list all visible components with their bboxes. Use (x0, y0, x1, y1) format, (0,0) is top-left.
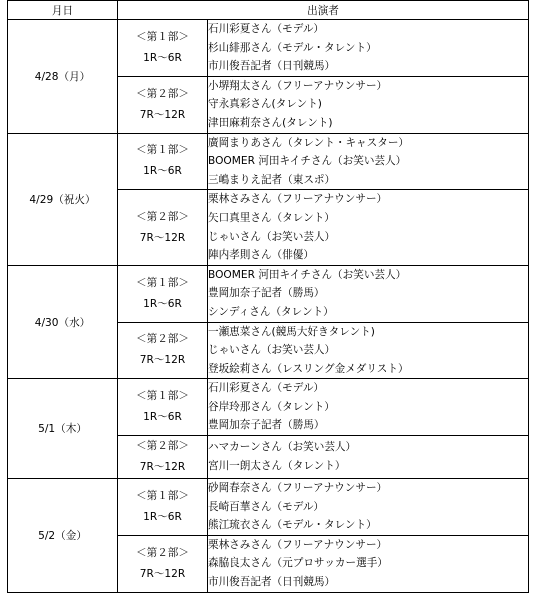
cast-member: 三嶋まりえ記者（東スポ） (208, 173, 336, 186)
cast-member: 宮川一朗太さん（タレント） (208, 460, 346, 473)
part-cell (118, 379, 208, 436)
header-cast: 出演者 (118, 1, 529, 20)
part-label: ＜第２部＞ (136, 210, 189, 223)
cast-cell (208, 265, 529, 322)
cast-member: 砂岡春奈さん（フリーアナウンサー） (208, 482, 388, 495)
part-label: ＜第１部＞ (136, 30, 189, 43)
cast-cell (208, 479, 529, 536)
cast-member: 市川俊吾記者（日刊競馬） (208, 60, 336, 73)
cast-member: 登坂絵莉さん（レスリング金メダリスト） (208, 362, 409, 375)
header-date: 月日 (8, 1, 118, 20)
part-cell (118, 535, 208, 592)
table-row (8, 379, 529, 436)
part-cell (118, 20, 208, 77)
cast-member: BOOMER 河田キイチさん（お笑い芸人） (208, 268, 407, 281)
cast-member: じゃいさん（お笑い芸人） (208, 344, 336, 357)
cast-member: 杉山緋那さん（モデル・タレント） (208, 41, 377, 54)
race-range: 7R～12R (139, 567, 186, 580)
part-label: ＜第２部＞ (136, 440, 189, 453)
race-range: 7R～12R (139, 461, 186, 474)
date-cell: 4/28（月） (8, 20, 118, 134)
cast-cell (208, 322, 529, 379)
cast-member: シンディさん（タレント） (208, 305, 334, 318)
part-label: ＜第２部＞ (136, 546, 189, 559)
cast-cell (208, 379, 529, 436)
cast-cell (208, 133, 529, 190)
cast-member: 一瀬恵菜さん(競馬大好きタレント) (208, 325, 375, 338)
date-cell: 4/29（祝火） (8, 133, 118, 265)
race-range: 1R～6R (143, 297, 182, 310)
date-cell: 4/30（水） (8, 265, 118, 379)
race-range: 7R～12R (139, 108, 186, 121)
cast-member: 廣岡まりあさん（タレント・キャスター） (208, 136, 410, 149)
cast-member: じゃいさん（お笑い芸人） (208, 230, 336, 243)
part-cell (118, 479, 208, 536)
part-cell (118, 436, 208, 479)
race-range: 1R～6R (143, 51, 182, 64)
part-cell (118, 322, 208, 379)
date-cell: 5/2（金） (8, 479, 118, 593)
part-label: ＜第２部＞ (136, 333, 189, 346)
cast-cell (208, 20, 529, 77)
cast-member: 矢口真里さん（タレント） (208, 211, 335, 224)
cast-member: 栗林さみさん（フリーアナウンサー） (208, 193, 388, 206)
race-range: 1R～6R (143, 165, 182, 178)
cast-member: 守永真彩さん(タレント) (208, 98, 322, 111)
race-range: 7R～12R (139, 354, 186, 367)
race-range: 1R～6R (143, 411, 182, 424)
cast-member: BOOMER 河田キイチさん（お笑い芸人） (208, 155, 407, 168)
part-cell (118, 76, 208, 133)
cast-cell (208, 190, 529, 265)
part-cell (118, 133, 208, 190)
cast-member: 石川彩夏さん（モデル） (208, 23, 325, 35)
cast-member: 豊岡加奈子記者（勝馬） (208, 287, 325, 300)
cast-member: 陣内孝則さん（俳優） (208, 249, 314, 262)
part-label: ＜第２部＞ (136, 87, 189, 100)
date-cell: 5/1（木） (8, 379, 118, 479)
cast-member: 小堺翔太さん（フリーアナウンサー） (208, 79, 388, 92)
cast-member: ハマカーンさん（お笑い芸人） (208, 441, 357, 454)
table-row (8, 20, 529, 77)
part-label: ＜第１部＞ (136, 489, 189, 502)
cast-member: 谷岸玲那さん（タレント） (208, 400, 335, 413)
part-label: ＜第１部＞ (136, 390, 189, 403)
part-cell (118, 190, 208, 265)
part-cell (118, 265, 208, 322)
race-range: 7R～12R (139, 231, 186, 244)
cast-cell (208, 76, 529, 133)
part-label: ＜第１部＞ (136, 144, 189, 157)
cast-member: 長崎百華さん（モデル） (208, 500, 325, 513)
cast-cell (208, 535, 529, 592)
cast-member: 津田麻莉奈さん(タレント) (208, 116, 333, 129)
cast-cell (208, 436, 529, 479)
cast-member: 栗林さみさん（フリーアナウンサー） (208, 538, 388, 551)
cast-member: 豊岡加奈子記者（勝馬） (208, 419, 325, 432)
cast-member: 市川俊吾記者（日刊競馬） (208, 576, 336, 589)
header-row (8, 1, 529, 20)
schedule-body (8, 20, 529, 593)
part-label: ＜第１部＞ (136, 276, 189, 289)
cast-member: 熊江琉衣さん（モデル・タレント） (208, 519, 377, 532)
table-row (8, 133, 529, 190)
race-range: 1R～6R (143, 510, 182, 523)
table-row (8, 265, 529, 322)
schedule-table (7, 0, 529, 593)
cast-member: 石川彩夏さん（モデル） (208, 382, 325, 395)
cast-member: 森脇良太さん（元プロサッカー選手） (208, 557, 388, 570)
table-row (8, 479, 529, 536)
